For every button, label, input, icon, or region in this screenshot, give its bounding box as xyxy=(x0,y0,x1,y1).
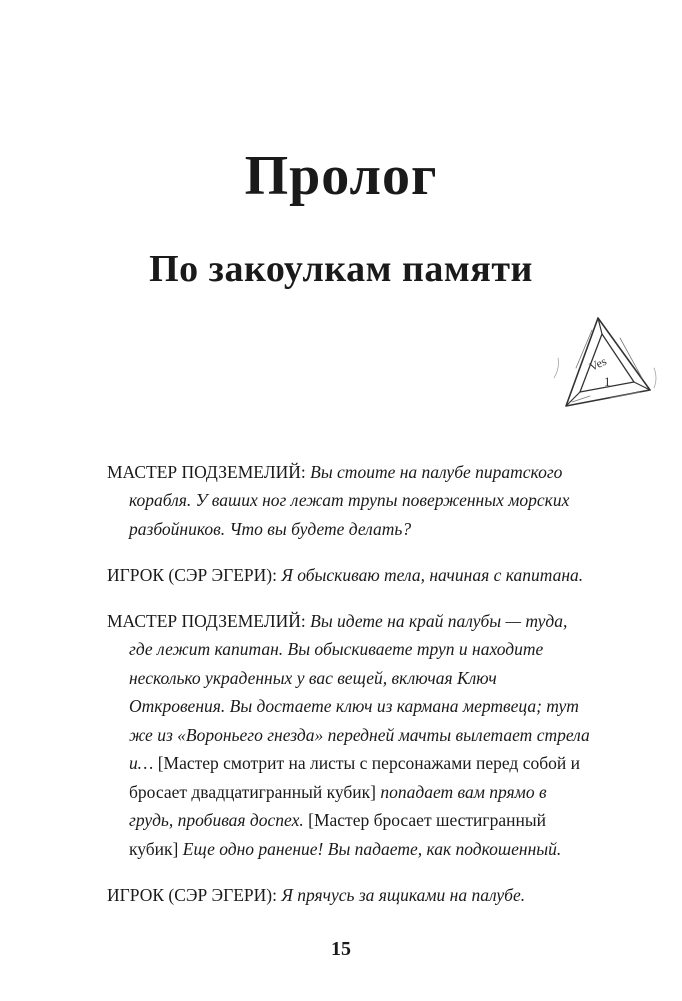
dice-mark-number: 1 xyxy=(604,374,611,389)
stage-direction: [Мастер бросает шестигранный кубик] xyxy=(129,810,546,859)
dialogue-line: попадает вам прямо в грудь, пробивая доспех. xyxy=(129,781,547,830)
dialogue xyxy=(107,440,593,917)
speaker-label: ИГРОК (СЭР ЭГЕРИ): xyxy=(107,564,277,585)
dialogue-line: Я прячусь за ящиками на палубе. xyxy=(281,884,526,905)
stage-direction: [Мастер смотрит на листы с персонажами перед собой и бросает двадцатигранный кубик] xyxy=(129,753,580,802)
speaker-label: МАСТЕР ПОДЗЕМЕЛИЙ: xyxy=(107,610,306,631)
d20-dice-icon xyxy=(550,308,660,418)
dialogue-line: Вы идете на край палубы — туда, где лежит капитан. Вы обыскиваете труп и находите несколько украденных у вас вещей, включая Ключ Откровения. Вы достаете ключ из кармана мертвеца; тут же из «Вороньего гнезда» передней мачты вылетает стрела и… xyxy=(129,610,590,773)
page-number: 15 xyxy=(331,938,351,960)
dialogue-entry xyxy=(107,458,593,544)
dialogue-entry xyxy=(107,881,593,910)
speaker-label: МАСТЕР ПОДЗЕМЕЛИЙ: xyxy=(107,461,306,482)
chapter-subtitle: По закоулкам памяти xyxy=(149,248,533,290)
dice-mark-text: Ves xyxy=(586,353,609,374)
dialogue-line: Еще одно ранение! Вы падаете, как подкошенный. xyxy=(182,838,562,859)
dialogue-entry xyxy=(107,561,593,590)
dialogue-line: Вы стоите на палубе пиратского корабля. У ваших ног лежат трупы поверженных морских разбойников. Что вы будете делать? xyxy=(129,461,570,539)
dialogue-entry xyxy=(107,607,593,864)
chapter-title: Пролог xyxy=(244,145,438,207)
dialogue-line: Я обыскиваю тела, начиная с капитана. xyxy=(281,564,584,585)
speaker-label: ИГРОК (СЭР ЭГЕРИ): xyxy=(107,884,277,905)
